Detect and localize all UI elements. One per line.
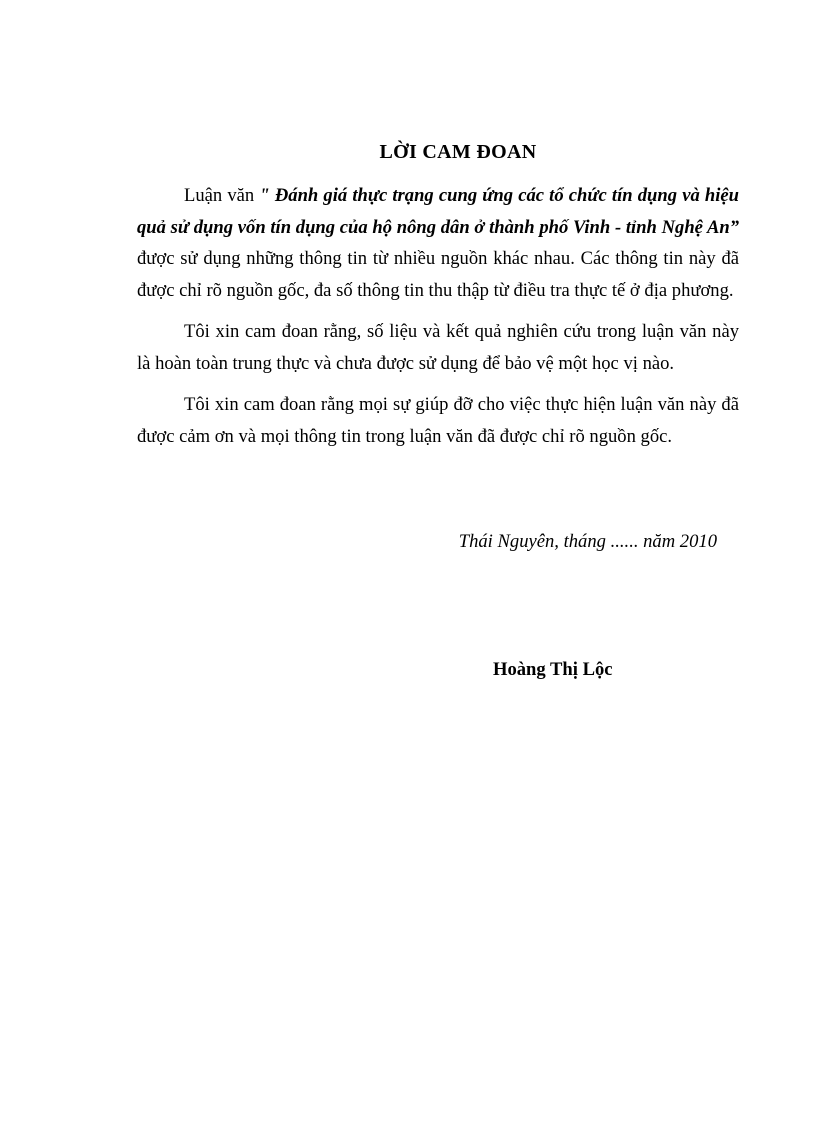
page-title: LỜI CAM ĐOAN xyxy=(379,141,537,163)
paragraph-honesty-statement: Tôi xin cam đoan rằng, số liệu và kết quả nghiên cứu trong luận văn này là hoàn toàn trung thực và chưa được sử dụng để bảo vệ một học vị nào. xyxy=(137,321,739,374)
paragraph-prefix: Luận văn xyxy=(184,185,260,206)
paragraph-suffix: được sử dụng những thông tin từ nhiều nguồn khác nhau. Các thông tin này đã được chỉ rõ nguồn gốc, đa số thông tin thu thập từ điều tra thực tế ở địa phương. xyxy=(137,248,739,301)
paragraph-thesis-sources xyxy=(137,180,739,306)
thesis-title: " Đánh giá thực trạng cung ứng các tổ chức tín dụng và hiệu quả sử dụng vốn tín dụng của hộ nông dân ở thành phố Vinh - tỉnh Nghệ An” xyxy=(137,185,739,238)
paragraph-acknowledgement-statement: Tôi xin cam đoan rằng mọi sự giúp đỡ cho việc thực hiện luận văn này đã được cảm ơn và mọi thông tin trong luận văn đã được chỉ rõ nguồn gốc. xyxy=(137,394,739,447)
place-date: Thái Nguyên, tháng ...... năm 2010 xyxy=(458,531,717,552)
declaration-body xyxy=(137,180,739,462)
author-name: Hoàng Thị Lộc xyxy=(493,659,613,680)
